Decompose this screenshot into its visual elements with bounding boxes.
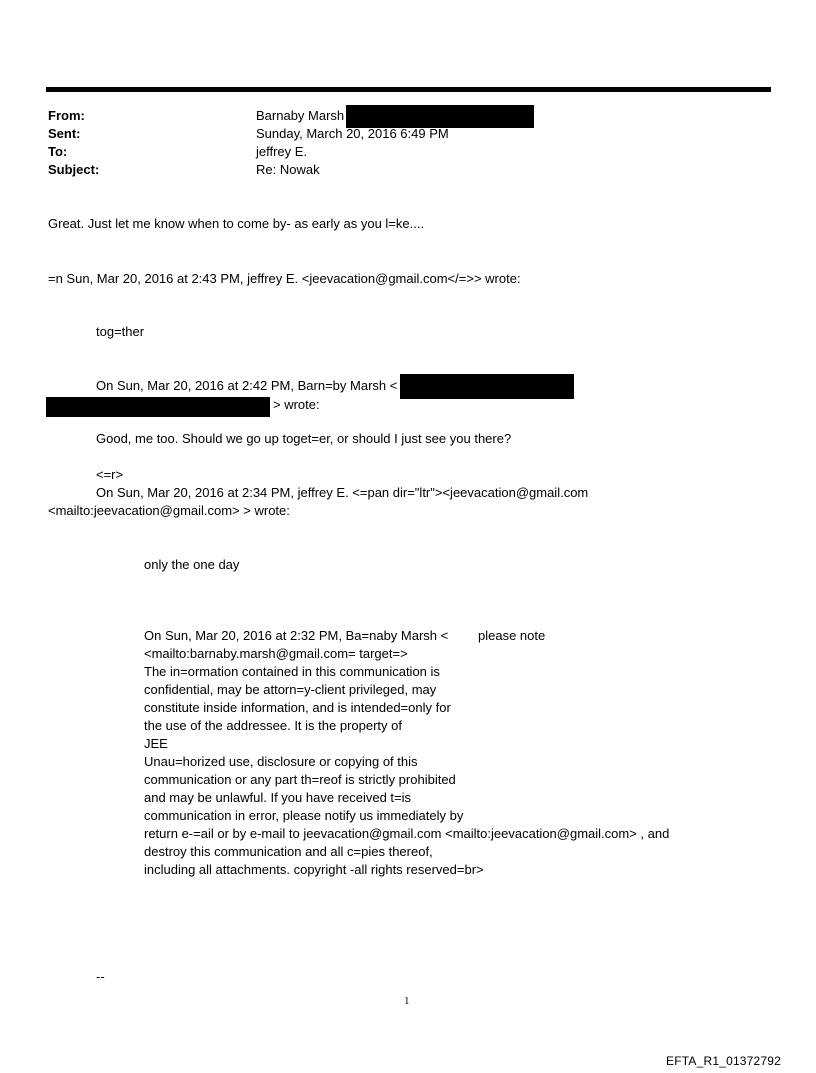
body-line: and may be unlawful. If you have received t=is <box>144 790 412 805</box>
body-line: communication or any part th=reof is strictly prohibited <box>144 772 456 787</box>
sent-value: Sunday, March 20, 2016 6:49 PM <box>256 126 449 141</box>
subject-label: Subject: <box>48 162 100 177</box>
body-line: tog=ther <box>96 324 145 339</box>
body-line: On Sun, Mar 20, 2016 at 2:42 PM, Barn=by Marsh < <box>96 378 398 393</box>
body-line: destroy this communication and all c=pies thereof, <box>144 844 433 859</box>
body-line: please note <box>478 628 546 643</box>
body-line: > wrote: <box>273 397 320 412</box>
redaction-box <box>46 397 270 417</box>
redaction-box <box>400 374 574 399</box>
sent-label: Sent: <box>48 126 81 141</box>
to-label: To: <box>48 144 68 159</box>
body-line: On Sun, Mar 20, 2016 at 2:34 PM, jeffrey E. <=pan dir="ltr"><jeevacation@gmail.com <box>96 485 589 500</box>
body-line: <mailto:barnaby.marsh@gmail.com= target=> <box>144 646 408 661</box>
body-line: Good, me too. Should we go up toget=er, or should I just see you there? <box>96 431 512 446</box>
from-value: Barnaby Marsh <box>256 108 345 123</box>
to-value: jeffrey E. <box>256 144 308 159</box>
body-line: The in=ormation contained in this communication is <box>144 664 440 679</box>
from-label: From: <box>48 108 85 123</box>
body-line: the use of the addressee. It is the property of <box>144 718 402 733</box>
body-line: =n Sun, Mar 20, 2016 at 2:43 PM, jeffrey E. <jeevacation@gmail.com</=>> wrote: <box>48 271 521 286</box>
body-line: only the one day <box>144 557 240 572</box>
body-line: including all attachments. copyright -all rights reserved=br> <box>144 862 484 877</box>
body-line: confidential, may be attorn=y-client privileged, may <box>144 682 437 697</box>
body-line: return e-=ail or by e-mail to jeevacation@gmail.com <mailto:jeevacation@gmail.com> , and <box>144 826 670 841</box>
header-rule <box>46 87 771 92</box>
body-line: Great. Just let me know when to come by- as early as you l=ke.... <box>48 216 425 231</box>
subject-value: Re: Nowak <box>256 162 320 177</box>
page-number: 1 <box>404 995 410 1007</box>
body-line: On Sun, Mar 20, 2016 at 2:32 PM, Ba=naby Marsh < <box>144 628 449 643</box>
body-line: Unau=horized use, disclosure or copying of this <box>144 754 418 769</box>
body-line: JEE <box>144 736 168 751</box>
body-line: -- <box>96 969 105 984</box>
body-line: <mailto:jeevacation@gmail.com> > wrote: <box>48 503 290 518</box>
body-line: constitute inside information, and is intended=only for <box>144 700 451 715</box>
body-line: <=r> <box>96 467 124 482</box>
body-line: communication in error, please notify us immediately by <box>144 808 464 823</box>
document-id: EFTA_R1_01372792 <box>666 1054 782 1068</box>
